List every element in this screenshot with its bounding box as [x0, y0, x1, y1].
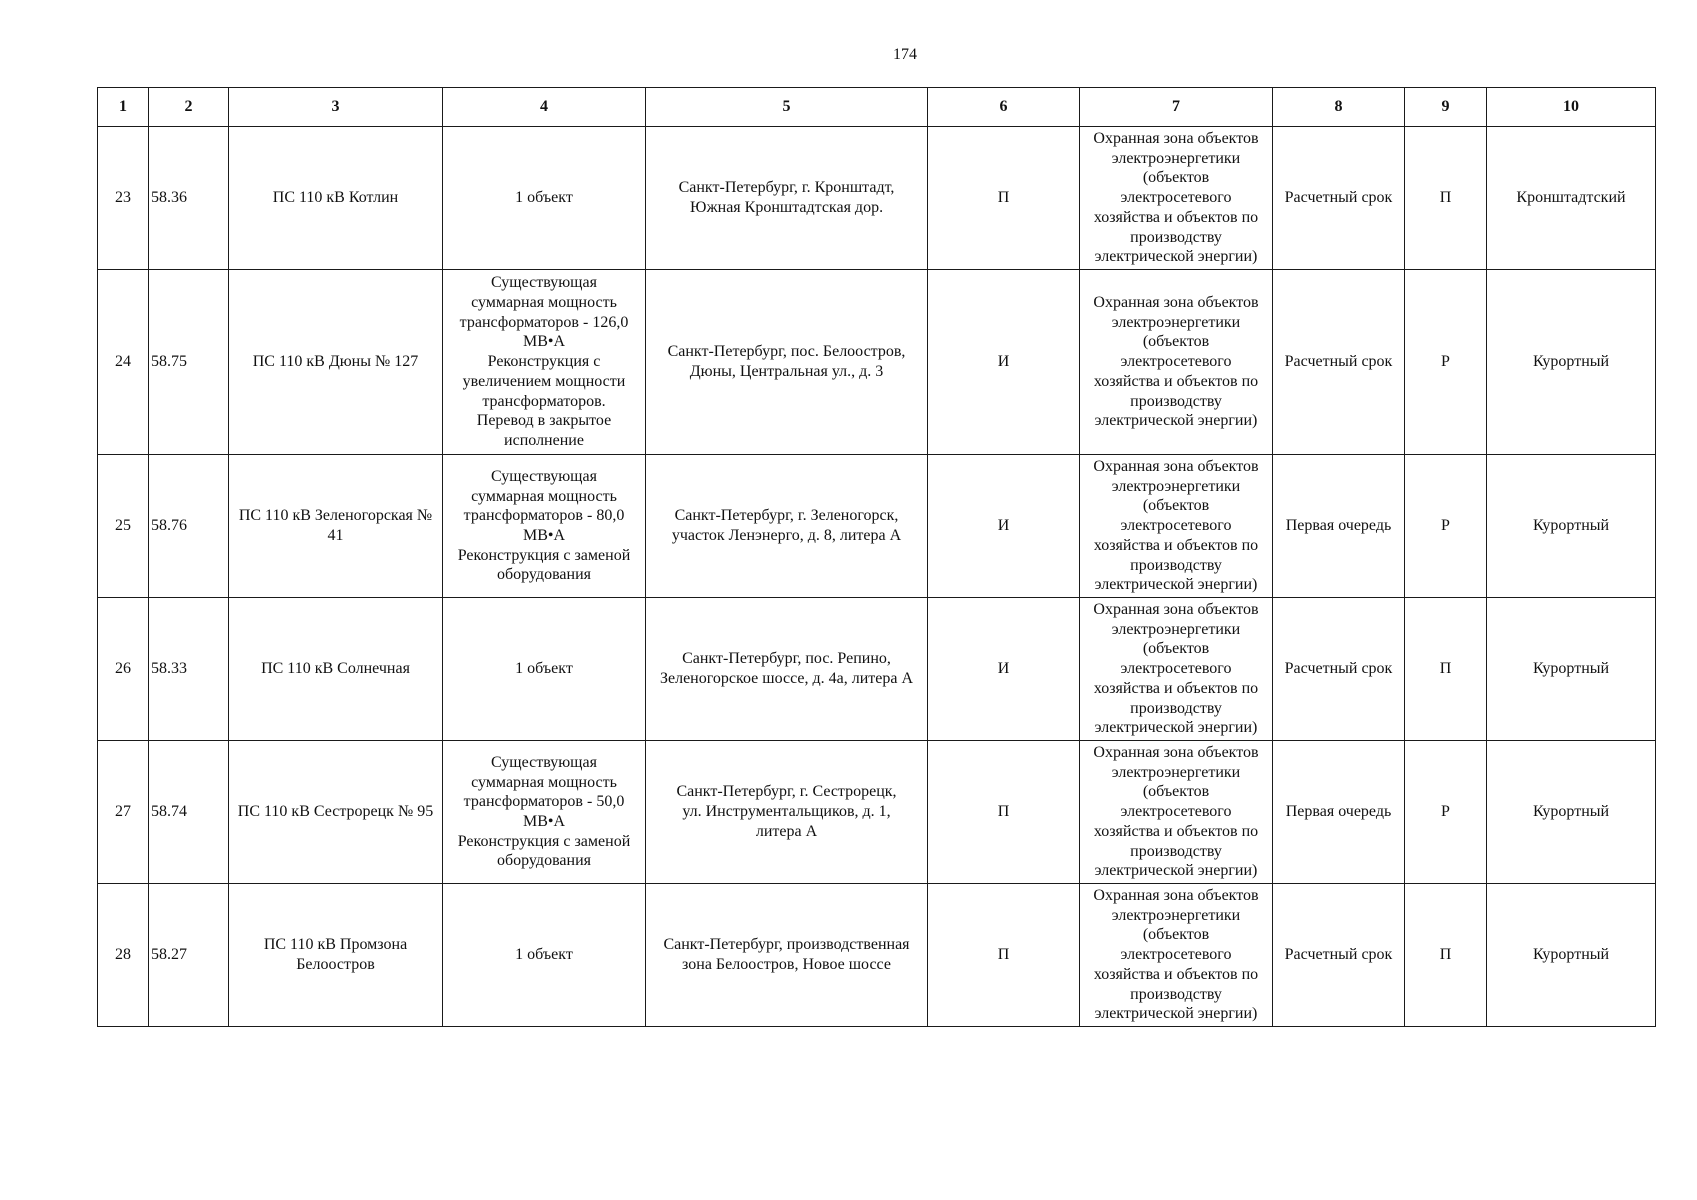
address-cell: [646, 455, 928, 598]
district-cell: Кронштадтский: [1487, 127, 1656, 270]
description-line: МВ•А: [522, 527, 566, 544]
zone-line: электроэнергетики: [1111, 313, 1241, 331]
table-header: [98, 88, 1656, 127]
zone-line: Охранная зона объектов: [1093, 458, 1259, 476]
significance-cell: П: [1405, 127, 1487, 270]
address-cell: [646, 741, 928, 884]
zone-line: электросетевого: [1120, 353, 1232, 371]
term-cell: Расчетный срок: [1273, 270, 1405, 455]
description-line: МВ•А: [522, 813, 566, 830]
header-cell-4: 4: [443, 88, 646, 127]
row-number-cell: 25: [98, 455, 149, 598]
zone-line: электросетевого: [1120, 660, 1232, 678]
district-cell: Курортный: [1487, 455, 1656, 598]
zone-line: (объектов: [1142, 926, 1210, 944]
zone-line: (объектов: [1142, 640, 1210, 658]
zone-line: электрической энергии): [1094, 862, 1258, 880]
zone-cell: [1080, 455, 1273, 598]
status-cell: П: [928, 127, 1080, 270]
zone-cell: [1080, 598, 1273, 741]
zone-line: электрической энергии): [1094, 719, 1258, 737]
term-cell: Первая очередь: [1273, 455, 1405, 598]
zone-line: хозяйства и объектов по: [1093, 679, 1259, 697]
status-cell: И: [928, 598, 1080, 741]
description-line: 1 объект: [515, 660, 573, 678]
zone-line: Охранная зона объектов: [1093, 294, 1259, 312]
header-cell-1: 1: [98, 88, 149, 127]
description-line: трансформаторов.: [482, 392, 606, 410]
address-cell: [646, 598, 928, 741]
description-cell: [443, 455, 646, 598]
table-body: [98, 127, 1656, 1027]
zone-cell: [1080, 127, 1273, 270]
zone-line: производству: [1130, 392, 1222, 410]
zone-line: электроэнергетики: [1111, 763, 1241, 781]
description-line: 1 объект: [515, 189, 573, 207]
header-cell-6: 6: [928, 88, 1080, 127]
term-cell: Расчетный срок: [1273, 598, 1405, 741]
header-cell-10: 10: [1487, 88, 1656, 127]
address-line: зона Белоостров, Новое шоссе: [682, 956, 891, 973]
zone-line: Охранная зона объектов: [1093, 601, 1259, 619]
description-line: Существующая: [491, 753, 597, 771]
description-cell: [443, 598, 646, 741]
description-cell: [443, 127, 646, 270]
row-number-cell: 27: [98, 741, 149, 884]
zone-line: Охранная зона объектов: [1093, 744, 1259, 762]
address-line: Дюны, Центральная ул., д. 3: [689, 363, 884, 380]
document-table: [97, 87, 1656, 1027]
page-number: 174: [893, 46, 917, 63]
zone-line: хозяйства и объектов по: [1093, 372, 1259, 390]
zone-line: электроэнергетики: [1111, 149, 1241, 167]
header-cell-2: 2: [149, 88, 229, 127]
zone-line: хозяйства и объектов по: [1093, 536, 1259, 554]
address-line: Санкт-Петербург, пос. Белоостров,: [667, 343, 906, 361]
address-cell: [646, 884, 928, 1027]
header-cell-8: 8: [1273, 88, 1405, 127]
header-row: [98, 88, 1656, 127]
address-line: Санкт-Петербург, г. Зеленогорск,: [674, 507, 899, 525]
district-cell: Курортный: [1487, 884, 1656, 1027]
code-cell: 58.27: [149, 884, 229, 1027]
table-row: [98, 741, 1656, 884]
table-row: [98, 127, 1656, 270]
zone-line: электрической энергии): [1094, 412, 1258, 430]
zone-line: электроэнергетики: [1111, 906, 1241, 924]
object-name-cell: ПС 110 кВ Солнечная: [229, 598, 443, 741]
code-cell: 58.76: [149, 455, 229, 598]
table-row: [98, 270, 1656, 455]
address-line: ул. Инструментальщиков, д. 1,: [682, 803, 891, 821]
zone-line: (объектов: [1142, 497, 1210, 515]
zone-line: электрической энергии): [1094, 576, 1258, 594]
zone-line: производству: [1130, 556, 1222, 574]
code-cell: 58.33: [149, 598, 229, 741]
description-cell: [443, 884, 646, 1027]
row-number-cell: 28: [98, 884, 149, 1027]
term-cell: Расчетный срок: [1273, 127, 1405, 270]
table-row: [98, 884, 1656, 1027]
significance-cell: Р: [1405, 741, 1487, 884]
zone-line: хозяйства и объектов по: [1093, 965, 1259, 983]
zone-line: электросетевого: [1120, 803, 1232, 821]
object-name-cell: ПС 110 кВ Котлин: [229, 127, 443, 270]
row-number-cell: 26: [98, 598, 149, 741]
status-cell: И: [928, 455, 1080, 598]
status-cell: И: [928, 270, 1080, 455]
description-line: оборудования: [497, 566, 591, 584]
description-line: Существующая: [491, 467, 597, 485]
zone-line: (объектов: [1142, 333, 1210, 351]
address-cell: [646, 270, 928, 455]
table-row: [98, 598, 1656, 741]
zone-line: электросетевого: [1120, 189, 1232, 207]
address-cell: [646, 127, 928, 270]
zone-line: хозяйства и объектов по: [1093, 822, 1259, 840]
description-line: суммарная мощность: [471, 294, 617, 312]
address-line: Санкт-Петербург, производственная: [663, 936, 910, 954]
district-cell: Курортный: [1487, 598, 1656, 741]
significance-cell: Р: [1405, 455, 1487, 598]
district-cell: Курортный: [1487, 741, 1656, 884]
code-cell: 58.75: [149, 270, 229, 455]
description-line: Перевод в закрытое: [476, 412, 612, 430]
significance-cell: П: [1405, 598, 1487, 741]
description-line: трансформаторов - 126,0: [459, 313, 629, 331]
description-line: суммарная мощность: [471, 773, 617, 791]
description-line: МВ•А: [522, 333, 566, 351]
zone-line: (объектов: [1142, 169, 1210, 187]
header-cell-3: 3: [229, 88, 443, 127]
district-cell: Курортный: [1487, 270, 1656, 455]
zone-cell: [1080, 884, 1273, 1027]
code-cell: 58.36: [149, 127, 229, 270]
description-line: трансформаторов - 50,0: [463, 793, 625, 811]
table-row: [98, 455, 1656, 598]
description-line: 1 объект: [515, 946, 573, 964]
description-line: оборудования: [497, 852, 591, 870]
term-cell: Расчетный срок: [1273, 884, 1405, 1027]
object-name-cell: ПС 110 кВ Промзона Белоостров: [229, 884, 443, 1027]
object-name-cell: ПС 110 кВ Зеленогорская № 41: [229, 455, 443, 598]
term-cell: Первая очередь: [1273, 741, 1405, 884]
row-number-cell: 24: [98, 270, 149, 455]
zone-line: электрической энергии): [1094, 1005, 1258, 1023]
zone-cell: [1080, 270, 1273, 455]
description-line: трансформаторов - 80,0: [463, 507, 625, 525]
zone-line: электроэнергетики: [1111, 477, 1241, 495]
status-cell: П: [928, 741, 1080, 884]
code-cell: 58.74: [149, 741, 229, 884]
zone-line: производству: [1130, 985, 1222, 1003]
description-cell: [443, 741, 646, 884]
zone-line: электрической энергии): [1094, 248, 1258, 266]
address-line: Санкт-Петербург, пос. Репино,: [682, 650, 891, 668]
zone-line: электросетевого: [1120, 517, 1232, 535]
zone-line: хозяйства и объектов по: [1093, 208, 1259, 226]
header-cell-7: 7: [1080, 88, 1273, 127]
header-cell-9: 9: [1405, 88, 1487, 127]
significance-cell: Р: [1405, 270, 1487, 455]
description-line: суммарная мощность: [471, 487, 617, 505]
description-line: увеличением мощности: [462, 372, 626, 390]
zone-line: Охранная зона объектов: [1093, 887, 1259, 905]
zone-line: производству: [1130, 842, 1222, 860]
description-line: Реконструкция с заменой: [457, 546, 631, 564]
description-line: Реконструкция с: [487, 353, 601, 371]
address-line: литера А: [755, 822, 818, 840]
zone-line: производству: [1130, 699, 1222, 717]
address-line: Санкт-Петербург, г. Сестрорецк,: [676, 783, 897, 801]
description-line: Существующая: [491, 274, 597, 292]
zone-line: электросетевого: [1120, 946, 1232, 964]
zone-cell: [1080, 741, 1273, 884]
zone-line: электроэнергетики: [1111, 620, 1241, 638]
description-cell: [443, 270, 646, 455]
address-line: Санкт-Петербург, г. Кронштадт,: [678, 179, 895, 197]
address-line: Зеленогорское шоссе, д. 4а, литера А: [659, 670, 914, 687]
description-line: исполнение: [504, 431, 584, 449]
object-name-cell: ПС 110 кВ Дюны № 127: [229, 270, 443, 455]
significance-cell: П: [1405, 884, 1487, 1027]
object-name-cell: ПС 110 кВ Сестрорецк № 95: [229, 741, 443, 884]
header-cell-5: 5: [646, 88, 928, 127]
address-line: участок Ленэнерго, д. 8, литера А: [671, 527, 902, 544]
zone-line: производству: [1130, 228, 1222, 246]
address-line: Южная Кронштадтская дор.: [689, 199, 884, 216]
status-cell: П: [928, 884, 1080, 1027]
row-number-cell: 23: [98, 127, 149, 270]
zone-line: (объектов: [1142, 783, 1210, 801]
description-line: Реконструкция с заменой: [457, 832, 631, 850]
zone-line: Охранная зона объектов: [1093, 130, 1259, 148]
